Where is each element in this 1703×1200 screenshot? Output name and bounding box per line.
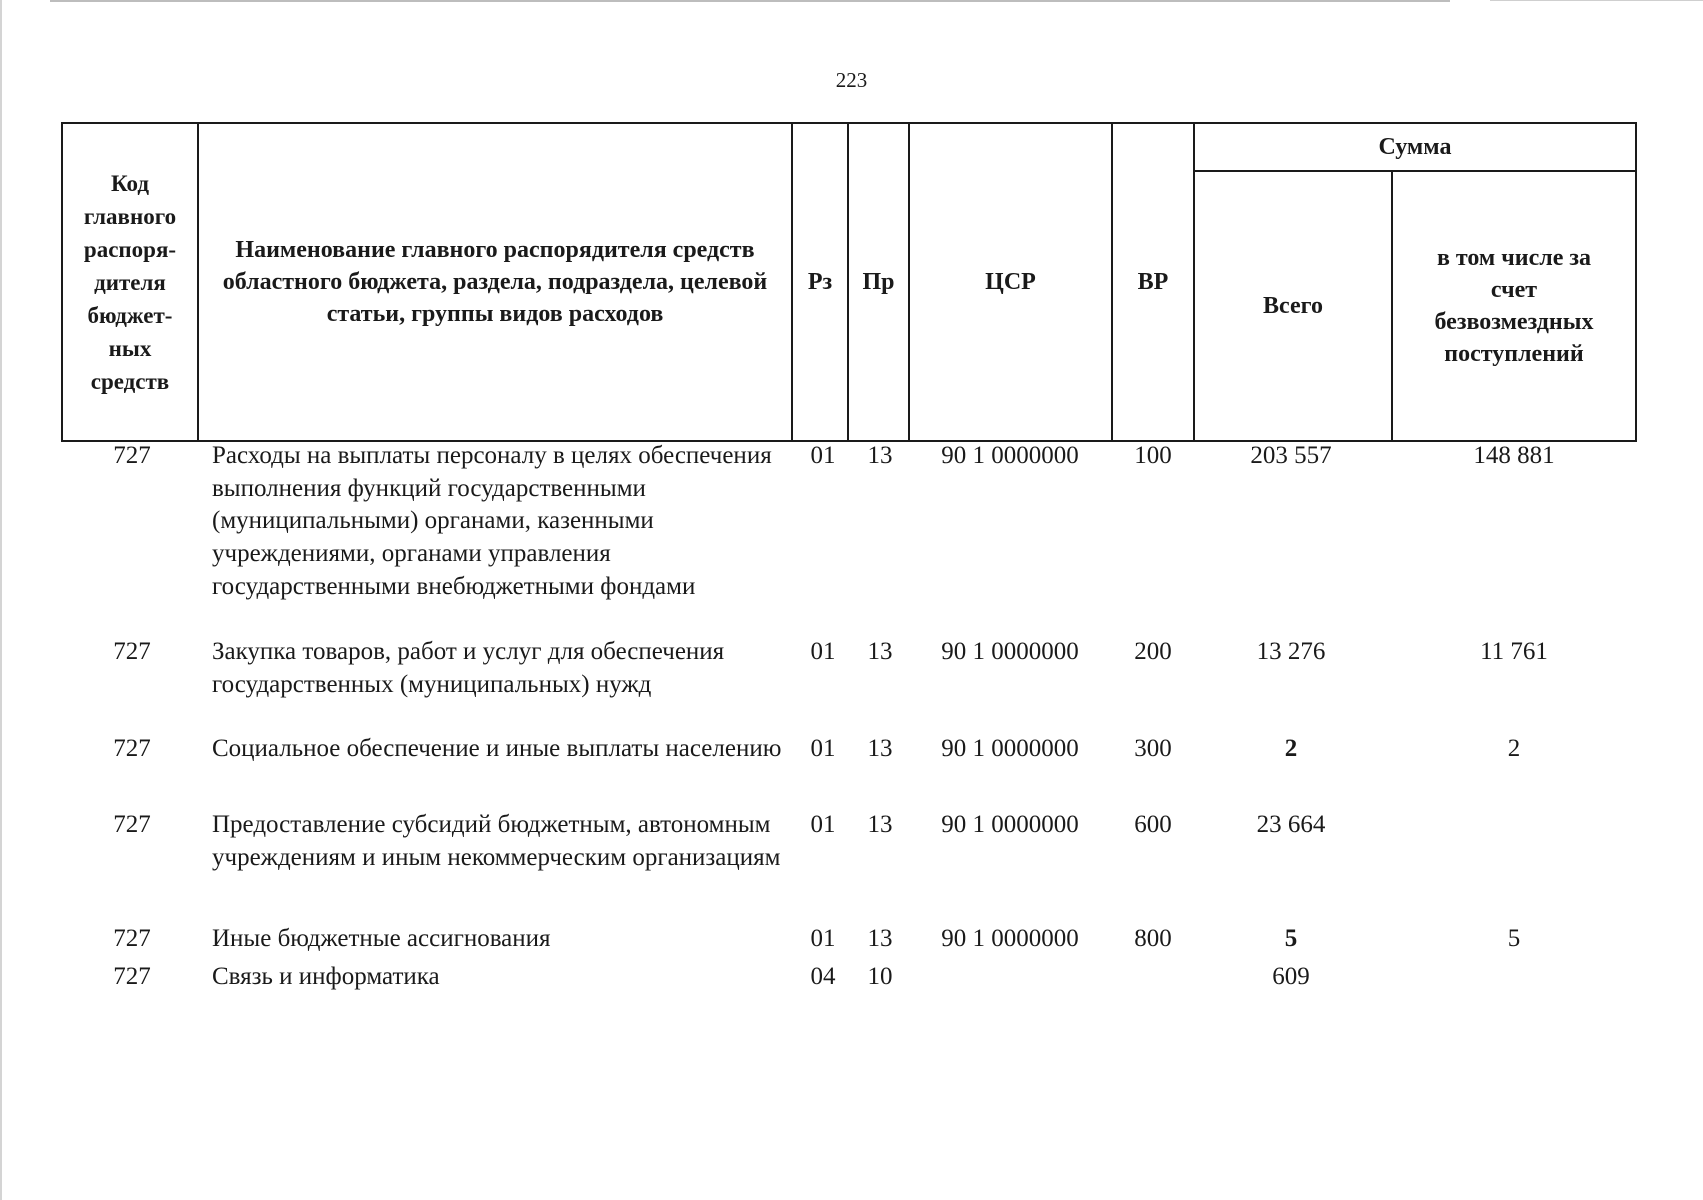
cell-total: 13 276	[1256, 638, 1326, 665]
table-body	[0, 440, 1703, 1001]
cell-code: 727	[113, 925, 151, 952]
cell-csr: 90 1 0000000	[941, 925, 1079, 952]
cell-name: Иные бюджетные ассигнования	[212, 925, 551, 952]
cell-total: 5	[1284, 925, 1298, 952]
header-top-border	[61, 122, 1637, 124]
cell-total: 609	[1272, 963, 1310, 990]
cell-rz: 01	[810, 925, 836, 952]
header-name: Наименование главного распорядителя средств областного бюджета, раздела, подраздела, целевой статьи, группы видов расходов	[222, 237, 768, 327]
col-border-6	[1193, 122, 1195, 442]
cell-csr: 90 1 0000000	[941, 638, 1079, 665]
table-row	[0, 961, 1703, 1001]
scan-edge-top	[50, 0, 1450, 2]
cell-free: 148 881	[1473, 442, 1555, 469]
cell-csr: 90 1 0000000	[941, 811, 1079, 838]
cell-vr: 200	[1134, 638, 1172, 665]
cell-code: 727	[113, 638, 151, 665]
cell-free: 5	[1507, 925, 1521, 952]
header-rz: Рз	[807, 269, 833, 295]
cell-pr: 10	[867, 963, 893, 990]
cell-rz: 01	[810, 735, 836, 762]
table-row	[0, 809, 1703, 923]
header-csr: ЦСР	[985, 269, 1036, 295]
cell-free: 2	[1507, 735, 1521, 762]
cell-vr: 100	[1134, 442, 1172, 469]
cell-total: 2	[1284, 735, 1298, 762]
cell-code: 727	[113, 442, 151, 469]
cell-vr: 800	[1134, 925, 1172, 952]
col-border-0	[61, 122, 63, 442]
col-border-8	[1635, 122, 1637, 442]
cell-code: 727	[113, 963, 151, 990]
cell-rz: 04	[810, 963, 836, 990]
cell-name: Расходы на выплаты персоналу в целях обеспечения выполнения функций государственными (муниципальными) органами, казенными учреждениями, органами управления государственными внебюджетными фондами	[212, 442, 772, 600]
col-border-7	[1391, 170, 1393, 442]
cell-pr: 13	[867, 442, 893, 469]
cell-total: 203 557	[1250, 442, 1332, 469]
col-border-4	[908, 122, 910, 442]
table-row	[0, 733, 1703, 809]
cell-total: 23 664	[1256, 811, 1326, 838]
header-code: Код главного распоря-дителя бюджет-ных средств	[83, 170, 177, 394]
header-free: в том числе за счет безвозмездных поступлений	[1434, 245, 1594, 367]
header-total: Всего	[1263, 293, 1323, 319]
col-border-5	[1111, 122, 1113, 442]
table-row	[0, 440, 1703, 636]
cell-pr: 13	[867, 925, 893, 952]
page-number: 223	[835, 68, 868, 92]
cell-rz: 01	[810, 638, 836, 665]
cell-vr: 600	[1134, 811, 1172, 838]
cell-name: Предоставление субсидий бюджетным, автономным учреждениям и иным некоммерческим организациям	[212, 811, 781, 871]
scan-edge-top-right	[1490, 0, 1703, 1]
cell-pr: 13	[867, 811, 893, 838]
cell-csr: 90 1 0000000	[941, 442, 1079, 469]
cell-name: Закупка товаров, работ и услуг для обеспечения государственных (муниципальных) нужд	[212, 638, 725, 698]
cell-code: 727	[113, 735, 151, 762]
cell-csr: 90 1 0000000	[941, 735, 1079, 762]
cell-pr: 13	[867, 735, 893, 762]
table-row	[0, 923, 1703, 961]
cell-name: Социальное обеспечение и иные выплаты населению	[212, 735, 782, 762]
header-sum: Сумма	[1378, 134, 1452, 160]
header-pr: Пр	[862, 269, 895, 295]
sum-divider	[1193, 170, 1637, 172]
col-border-3	[847, 122, 849, 442]
cell-free: 11 761	[1480, 638, 1548, 665]
cell-code: 727	[113, 811, 151, 838]
table-row	[0, 636, 1703, 733]
col-border-1	[197, 122, 199, 442]
header-vr: ВР	[1137, 269, 1169, 295]
cell-vr: 300	[1134, 735, 1172, 762]
col-border-2	[791, 122, 793, 442]
cell-pr: 13	[867, 638, 893, 665]
cell-rz: 01	[810, 811, 836, 838]
cell-rz: 01	[810, 442, 836, 469]
cell-name: Связь и информатика	[212, 963, 440, 990]
